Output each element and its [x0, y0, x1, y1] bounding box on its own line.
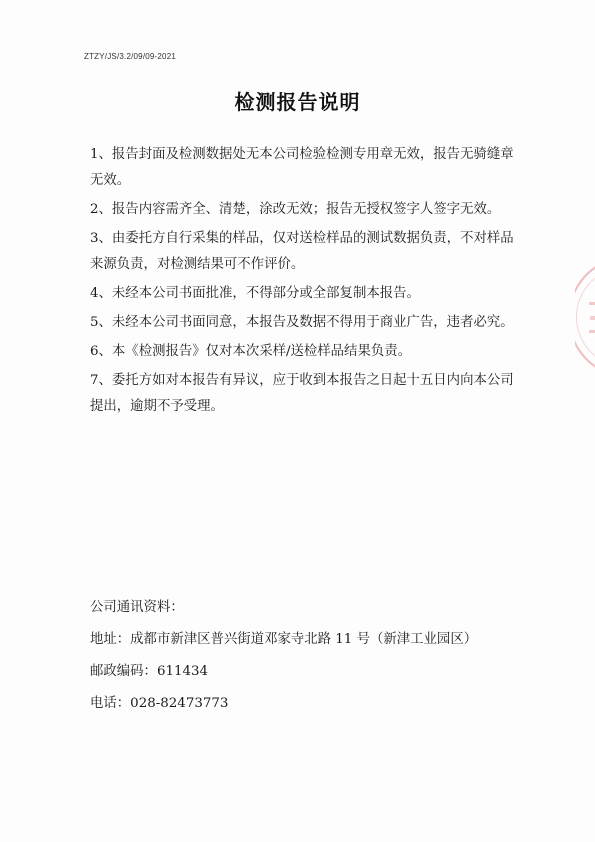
page-title: 检测报告说明 [234, 90, 361, 114]
note-item-4: 4、未经本公司书面批准，不得部分或全部复制本报告。 [90, 286, 420, 301]
note-item-2: 2、报告内容需齐全、清楚，涂改无效；报告无授权签字人签字无效。 [90, 202, 501, 217]
note-item-7: 7、委托方如对本报告有异议，应于收到本报告之日起十五日内向本公司提出，逾期不予受理。 [90, 373, 514, 414]
note-item-5: 5、未经本公司书面同意，本报告及数据不得用于商业广告，违者必究。 [90, 315, 514, 330]
note-item-3: 3、由委托方自行采集的样品，仅对送检样品的测试数据负责，不对样品来源负责，对检测结果可不作评价。 [90, 231, 514, 272]
document-code: ZTZY/JS/3.2/09/09-2021 [84, 52, 177, 61]
seal-stamp-fragment [575, 262, 595, 372]
note-item-6: 6、本《检测报告》仅对本次采样/送检样品结果负责。 [90, 344, 412, 359]
contact-postcode: 邮政编码：611434 [90, 664, 209, 679]
contact-phone: 电话：028-82473773 [90, 696, 229, 711]
note-item-1: 1、报告封面及检测数据处无本公司检验检测专用章无效，报告无骑缝章无效。 [90, 147, 514, 188]
contact-address: 地址：成都市新津区普兴街道邓家寺北路 11 号（新津工业园区） [90, 632, 478, 647]
notes-list [90, 142, 520, 423]
contact-heading: 公司通讯资料： [90, 600, 184, 615]
contact-section [90, 598, 520, 726]
